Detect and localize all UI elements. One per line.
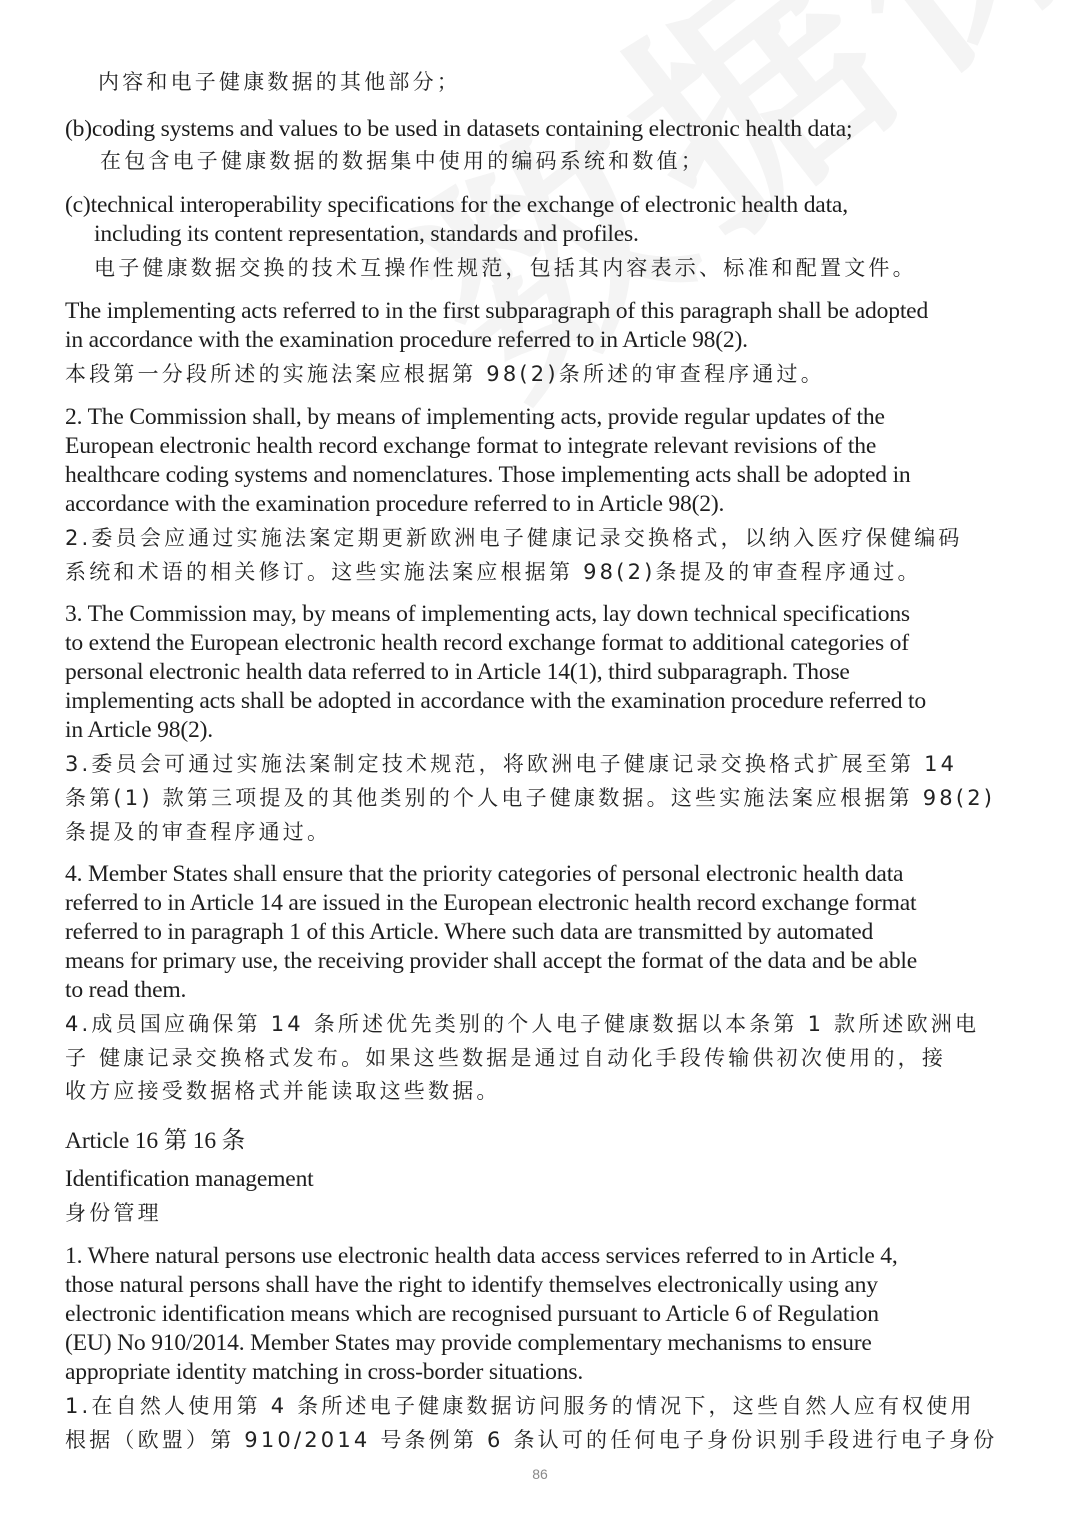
text-line: 收方应接受数据格式并能读取这些数据。 bbox=[65, 1079, 501, 1103]
text-line: 2.委员会应通过实施法案定期更新欧洲电子健康记录交换格式，以纳入医疗保健编码 bbox=[65, 526, 963, 550]
text-line: 1.在自然人使用第 4 条所述电子健康数据访问服务的情况下，这些自然人应有权使用 bbox=[65, 1394, 975, 1418]
text-line: healthcare coding systems and nomenclatures. Those implementing acts shall be adopted in bbox=[65, 462, 911, 488]
text-line: 根据（欧盟）第 910/2014 号条例第 6 条认可的任何电子身份识别手段进行电子身份 bbox=[65, 1428, 998, 1452]
text-line: in accordance with the examination procedure referred to in Article 98(2). bbox=[65, 327, 748, 353]
text-line: (b)coding systems and values to be used in datasets containing electronic health data; bbox=[65, 116, 853, 142]
text-line: accordance with the examination procedure referred to in Article 98(2). bbox=[65, 491, 725, 517]
page-number: 86 bbox=[532, 1466, 548, 1482]
text-line: means for primary use, the receiving provider shall accept the format of the data and be able bbox=[65, 948, 918, 974]
text-line: in Article 98(2). bbox=[65, 717, 213, 743]
text-line: 本段第一分段所述的实施法案应根据第 98(2)条所述的审查程序通过。 bbox=[65, 362, 825, 386]
text-line: personal electronic health data referred to in Article 14(1), third subparagraph. Those bbox=[65, 659, 850, 685]
text-line: 内容和电子健康数据的其他部分； bbox=[98, 70, 461, 94]
text-line: to read them. bbox=[65, 977, 187, 1003]
text-line: 子 健康记录交换格式发布。如果这些数据是通过自动化手段传输供初次使用的，接 bbox=[65, 1046, 947, 1070]
text-line: referred to in Article 14 are issued in the European electronic health record exchange format bbox=[65, 890, 917, 916]
text-line: (EU) No 910/2014. Member States may provide complementary mechanisms to ensure bbox=[65, 1330, 872, 1356]
text-line: including its content representation, standards and profiles. bbox=[94, 221, 639, 247]
text-line: 条提及的审查程序通过。 bbox=[65, 820, 332, 844]
text-line: referred to in paragraph 1 of this Article. Where such data are transmitted by automated bbox=[65, 919, 874, 945]
text-line: (c)technical interoperability specifications for the exchange of electronic health data, bbox=[65, 192, 848, 218]
text-line: electronic identification means which are recognised pursuant to Article 6 of Regulation bbox=[65, 1301, 879, 1327]
text-line: 条第(1) 款第三项提及的其他类别的个人电子健康数据。这些实施法案应根据第 98(2) bbox=[65, 786, 996, 810]
text-line: 在包含电子健康数据的数据集中使用的编码系统和数值； bbox=[100, 149, 705, 173]
section-heading-zh: 身份管理 bbox=[65, 1201, 162, 1225]
text-line: to extend the European electronic health record exchange format to additional categories of bbox=[65, 630, 909, 656]
section-heading: Identification management bbox=[65, 1166, 314, 1192]
text-line: 4. Member States shall ensure that the priority categories of personal electronic health data bbox=[65, 861, 904, 887]
text-line: 4.成员国应确保第 14 条所述优先类别的个人电子健康数据以本条第 1 款所述欧洲电 bbox=[65, 1012, 980, 1036]
text-line: those natural persons shall have the right to identify themselves electronically using any bbox=[65, 1272, 878, 1298]
article-heading: Article 16 第 16 条 bbox=[65, 1128, 246, 1154]
text-line: 3.委员会可通过实施法案制定技术规范，将欧洲电子健康记录交换格式扩展至第 14 bbox=[65, 752, 958, 776]
text-line: European electronic health record exchange format to integrate relevant revisions of the bbox=[65, 433, 877, 459]
text-line: The implementing acts referred to in the first subparagraph of this paragraph shall be adopted bbox=[65, 298, 929, 324]
text-line: 电子健康数据交换的技术互操作性规范，包括其内容表示、标准和配置文件。 bbox=[94, 256, 917, 280]
text-line: 1. Where natural persons use electronic health data access services referred to in Article 4, bbox=[65, 1243, 898, 1269]
text-line: 3. The Commission may, by means of implementing acts, lay down technical specifications bbox=[65, 601, 910, 627]
text-line: appropriate identity matching in cross-border situations. bbox=[65, 1359, 584, 1385]
text-line: 2. The Commission shall, by means of implementing acts, provide regular updates of the bbox=[65, 404, 885, 430]
text-line: implementing acts shall be adopted in accordance with the examination procedure referred to bbox=[65, 688, 926, 714]
text-line: 系统和术语的相关修订。这些实施法案应根据第 98(2)条提及的审查程序通过。 bbox=[65, 560, 922, 584]
